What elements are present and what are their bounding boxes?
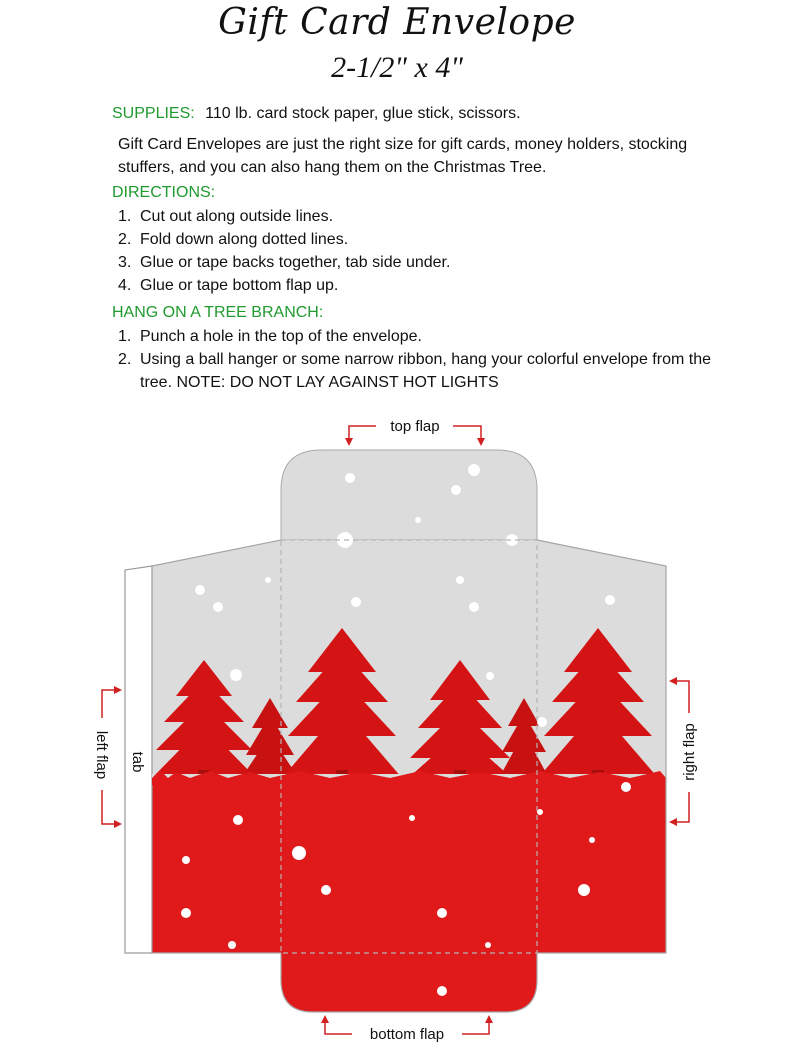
intro-paragraph: Gift Card Envelopes are just the right size for gift cards, money holders, stocking stuffers, and you can also hang them on the Christmas Tree. <box>118 136 688 176</box>
list-item <box>118 205 738 228</box>
list-item <box>118 274 738 297</box>
hang-heading: HANG ON A TREE BRANCH: <box>112 304 324 321</box>
step-number: 1. <box>118 208 132 225</box>
list-item <box>118 228 738 251</box>
left-flap-label: left flap <box>93 730 110 780</box>
document-title: Gift Card Envelope <box>218 2 576 43</box>
right-flap-label: right flap <box>681 723 698 781</box>
tab-label: tab <box>129 751 146 773</box>
list-item <box>118 325 718 348</box>
step-number: 2. <box>118 351 132 368</box>
step-text: Fold down along dotted lines. <box>140 231 349 248</box>
supplies-label: SUPPLIES: <box>112 105 195 122</box>
bottom-flap-panel <box>281 953 537 1012</box>
step-text: Glue or tape backs together, tab side under. <box>140 254 451 271</box>
top-flap-label: top flap <box>390 418 440 435</box>
step-number: 4. <box>118 277 132 294</box>
list-item <box>118 251 738 274</box>
directions-list <box>118 205 738 297</box>
hang-list <box>118 325 718 394</box>
document-size: 2-1/2" x 4" <box>331 51 463 84</box>
list-item <box>118 348 718 394</box>
directions-heading: DIRECTIONS: <box>112 184 216 201</box>
step-number: 1. <box>118 328 132 345</box>
step-text: Using a ball hanger or some narrow ribbon, hang your colorful envelope from the tree. NOTE: DO NOT LAY AGAINST HOT LIGHTS <box>140 351 711 391</box>
bottom-flap-label: bottom flap <box>369 1026 445 1043</box>
top-flap-panel <box>281 450 537 540</box>
envelope-template <box>0 400 794 1050</box>
step-text: Punch a hole in the top of the envelope. <box>140 328 422 345</box>
step-text: Cut out along outside lines. <box>140 208 334 225</box>
supplies-text: 110 lb. card stock paper, glue stick, scissors. <box>205 105 521 122</box>
step-number: 2. <box>118 231 132 248</box>
step-text: Glue or tape bottom flap up. <box>140 277 339 294</box>
supplies-line <box>112 103 521 125</box>
step-number: 3. <box>118 254 132 271</box>
